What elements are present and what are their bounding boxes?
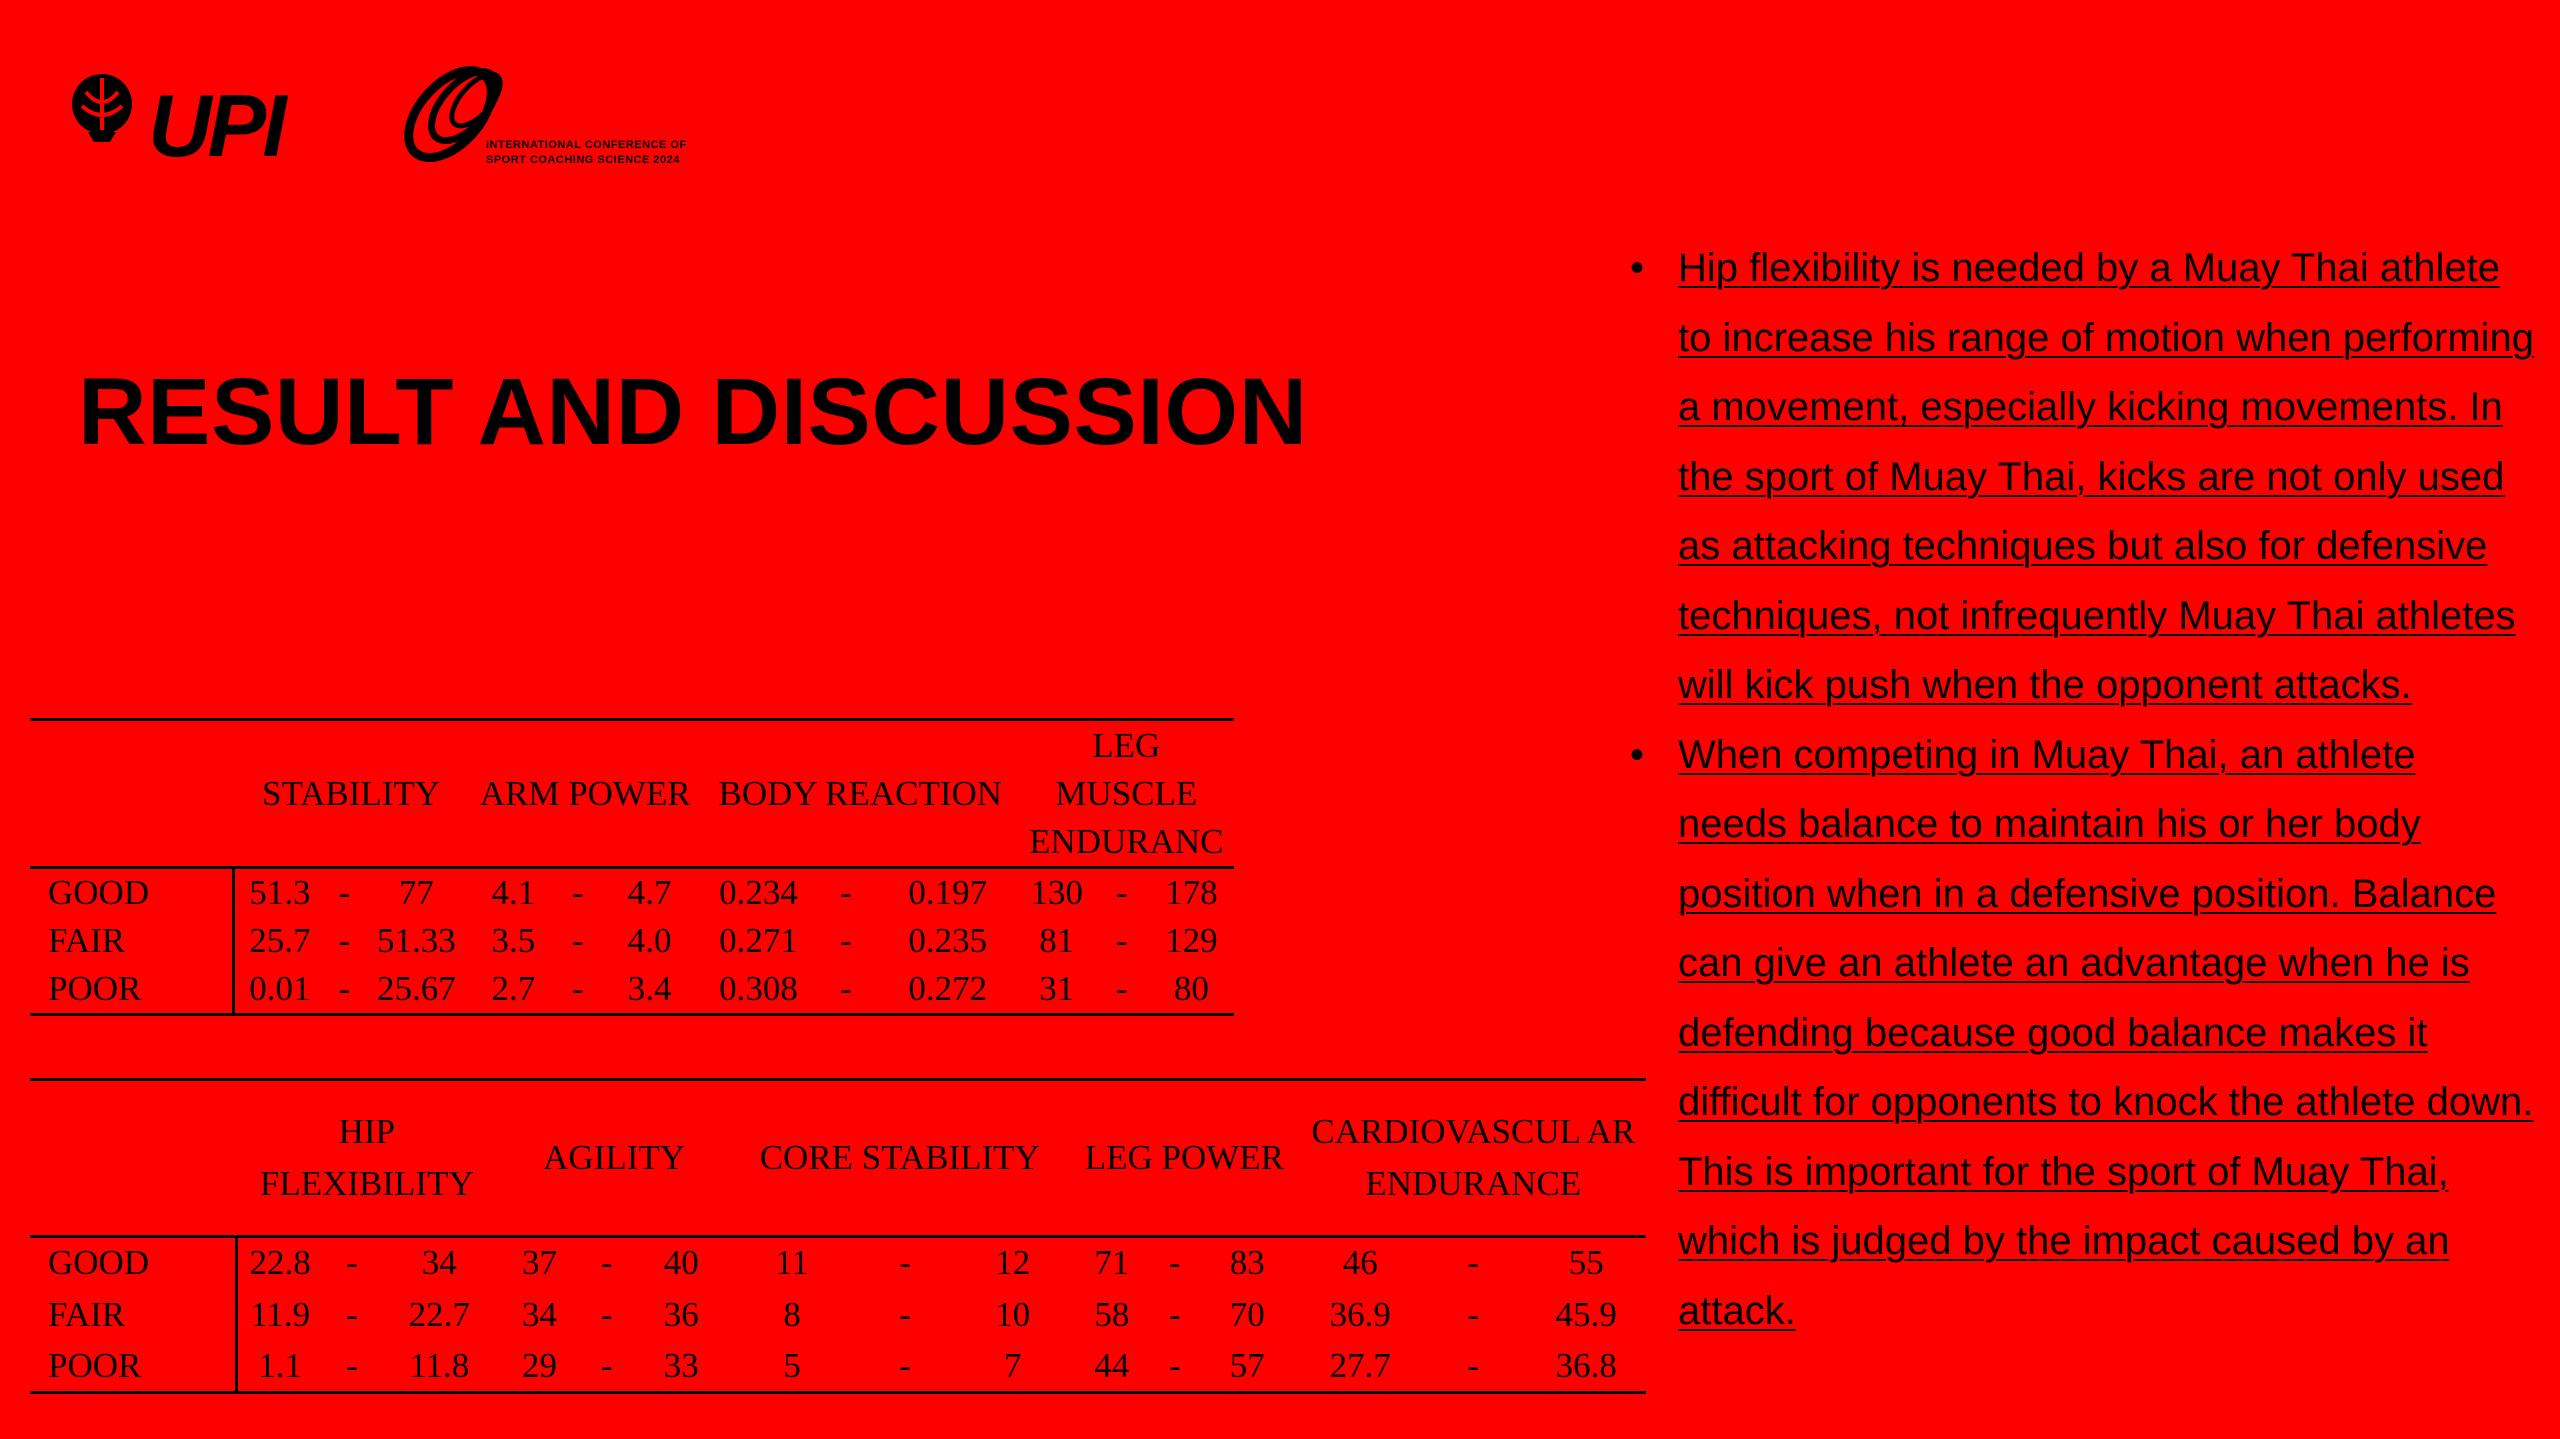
range-dash: - (1467, 1294, 1480, 1334)
range-max: 0.235 (908, 921, 988, 960)
row-label: FAIR (30, 1289, 237, 1341)
range-max: 34 (421, 1243, 457, 1283)
row-label: GOOD (30, 1237, 237, 1289)
range-dash: - (346, 1243, 358, 1283)
range-max: 45.9 (1555, 1294, 1617, 1334)
column-header: HIP FLEXIBILITY (259, 1112, 474, 1203)
range-max: 3.4 (627, 969, 672, 1009)
range-max: 57 (1229, 1345, 1265, 1385)
range-dash: - (840, 921, 852, 960)
range-max: 70 (1229, 1294, 1265, 1334)
range-min: 1.1 (258, 1345, 303, 1385)
range-max: 55 (1568, 1243, 1604, 1283)
range-max: 4.7 (627, 872, 672, 912)
range-max: 80 (1173, 969, 1209, 1009)
list-item (1630, 721, 2535, 1347)
column-header: STABILITY (262, 773, 441, 813)
range-dash: - (338, 872, 351, 912)
range-dash: - (346, 1345, 358, 1385)
range-dash: - (572, 921, 584, 960)
range-max: 51.33 (377, 921, 456, 960)
row-label: POOR (30, 1341, 237, 1393)
column-header: LEG MUSCLE ENDURANC (1029, 725, 1224, 861)
range-min: 4.1 (491, 872, 536, 912)
range-min: 44 (1094, 1345, 1130, 1385)
range-min: 81 (1039, 921, 1075, 960)
column-header: AGILITY (543, 1138, 686, 1177)
range-dash: - (1467, 1243, 1480, 1283)
table-row (30, 868, 1234, 917)
range-min: 11 (775, 1243, 809, 1283)
range-dash: - (840, 969, 852, 1009)
fitness-norms-table-1 (30, 718, 1234, 1016)
range-min: 58 (1094, 1294, 1130, 1334)
range-min: 0.01 (249, 969, 311, 1009)
range-dash: - (600, 1294, 613, 1334)
range-dash: - (600, 1243, 613, 1283)
row-label: GOOD (30, 868, 234, 917)
bullet-icon: • (1630, 246, 1645, 290)
table-header-row (30, 720, 1234, 868)
range-max: 11.8 (409, 1345, 470, 1385)
range-max: 4.0 (627, 921, 672, 960)
conference-logo-text: INTERNATIONAL CONFERENCE OF SPORT COACHING SCIENCE 2024 (486, 139, 687, 166)
table-row (30, 966, 1234, 1015)
table-row (30, 1237, 1646, 1289)
range-max: 10 (995, 1294, 1031, 1334)
range-min: 25.7 (249, 921, 311, 960)
range-max: 40 (663, 1243, 699, 1283)
range-max: 12 (995, 1243, 1031, 1283)
column-header: CARDIOVASCUL AR ENDURANCE (1311, 1112, 1636, 1203)
range-min: 46 (1342, 1243, 1378, 1283)
range-dash: - (1168, 1243, 1181, 1283)
range-max: 25.67 (377, 969, 456, 1009)
range-min: 29 (521, 1345, 557, 1385)
range-dash: - (899, 1294, 911, 1334)
range-max: 77 (398, 872, 434, 912)
range-max: 129 (1165, 921, 1218, 960)
range-dash: - (346, 1294, 358, 1334)
upi-logo (70, 68, 310, 168)
range-min: 130 (1030, 872, 1083, 912)
range-min: 51.3 (249, 872, 311, 912)
range-min: 22.8 (249, 1243, 311, 1283)
range-min: 5 (783, 1345, 801, 1385)
range-max: 36.8 (1555, 1345, 1617, 1385)
discussion-list (1630, 234, 2535, 1346)
range-min: 0.308 (719, 969, 798, 1009)
discussion-text: When competing in Muay Thai, an athlete needs balance to maintain his or her body position when in a defensive position. Balance can give an athlete an advantage when he is defending because good balance makes it difficult for opponents to knock the athlete down. This is important for the sport of Muay Thai, which is judged by the impact caused by an attack. (1678, 732, 2534, 1333)
row-label: FAIR (30, 917, 234, 966)
range-min: 0.234 (719, 872, 798, 912)
column-header: ARM POWER (479, 773, 691, 813)
column-header: BODY REACTION (718, 773, 1003, 813)
range-dash: - (338, 969, 351, 1009)
range-max: 7 (1003, 1345, 1022, 1385)
range-min: 34 (521, 1294, 557, 1334)
bullet-icon: • (1630, 732, 1645, 777)
discussion-text: Hip flexibility is needed by a Muay Thai athlete to increase his range of motion when performing a movement, especially kicking movements. In the sport of Muay Thai, kicks are not only used as attacking techniques but also for defensive techniques, not infrequently Muay Thai athletes will kick push when the opponent attacks. (1678, 246, 2535, 707)
range-max: 33 (663, 1345, 699, 1385)
table-row (30, 1289, 1646, 1341)
range-max: 0.272 (908, 969, 988, 1009)
fitness-norms-table-2 (30, 1078, 1646, 1394)
range-max: 0.197 (908, 872, 988, 912)
range-dash: - (1168, 1345, 1181, 1385)
range-dash: - (572, 872, 584, 912)
range-dash: - (1168, 1294, 1181, 1334)
range-min: 11.9 (250, 1294, 311, 1334)
range-min: 0.271 (719, 921, 798, 960)
range-dash: - (899, 1345, 911, 1385)
range-min: 2.7 (491, 969, 536, 1009)
range-dash: - (572, 969, 584, 1009)
range-min: 27.7 (1329, 1345, 1391, 1385)
column-header: LEG POWER (1084, 1138, 1284, 1177)
range-max: 83 (1229, 1243, 1265, 1283)
column-header: CORE STABILITY (759, 1138, 1040, 1177)
range-max: 36 (663, 1294, 699, 1334)
range-dash: - (600, 1345, 613, 1385)
range-min: 31 (1039, 969, 1075, 1009)
page-title: RESULT AND DISCUSSION (78, 359, 1308, 465)
upi-logo-text: UPI (148, 76, 283, 168)
range-dash: - (1115, 872, 1128, 912)
row-label: POOR (30, 966, 234, 1015)
range-min: 3.5 (491, 921, 536, 960)
range-min: 71 (1094, 1243, 1130, 1283)
table-row (30, 1341, 1646, 1393)
table-header-row (30, 1080, 1646, 1237)
list-item (1630, 234, 2535, 721)
conference-logo-icon (392, 52, 712, 192)
range-max: 22.7 (408, 1294, 470, 1334)
upi-emblem-icon (72, 74, 132, 142)
range-max: 178 (1165, 872, 1218, 912)
range-min: 8 (783, 1294, 801, 1334)
range-dash: - (1467, 1345, 1480, 1385)
range-dash: - (338, 921, 351, 960)
range-dash: - (1115, 969, 1128, 1009)
range-dash: - (899, 1243, 911, 1283)
range-dash: - (1115, 921, 1128, 960)
range-min: 37 (521, 1243, 557, 1283)
range-min: 36.9 (1329, 1294, 1391, 1334)
range-dash: - (840, 872, 852, 912)
table-row (30, 917, 1234, 966)
